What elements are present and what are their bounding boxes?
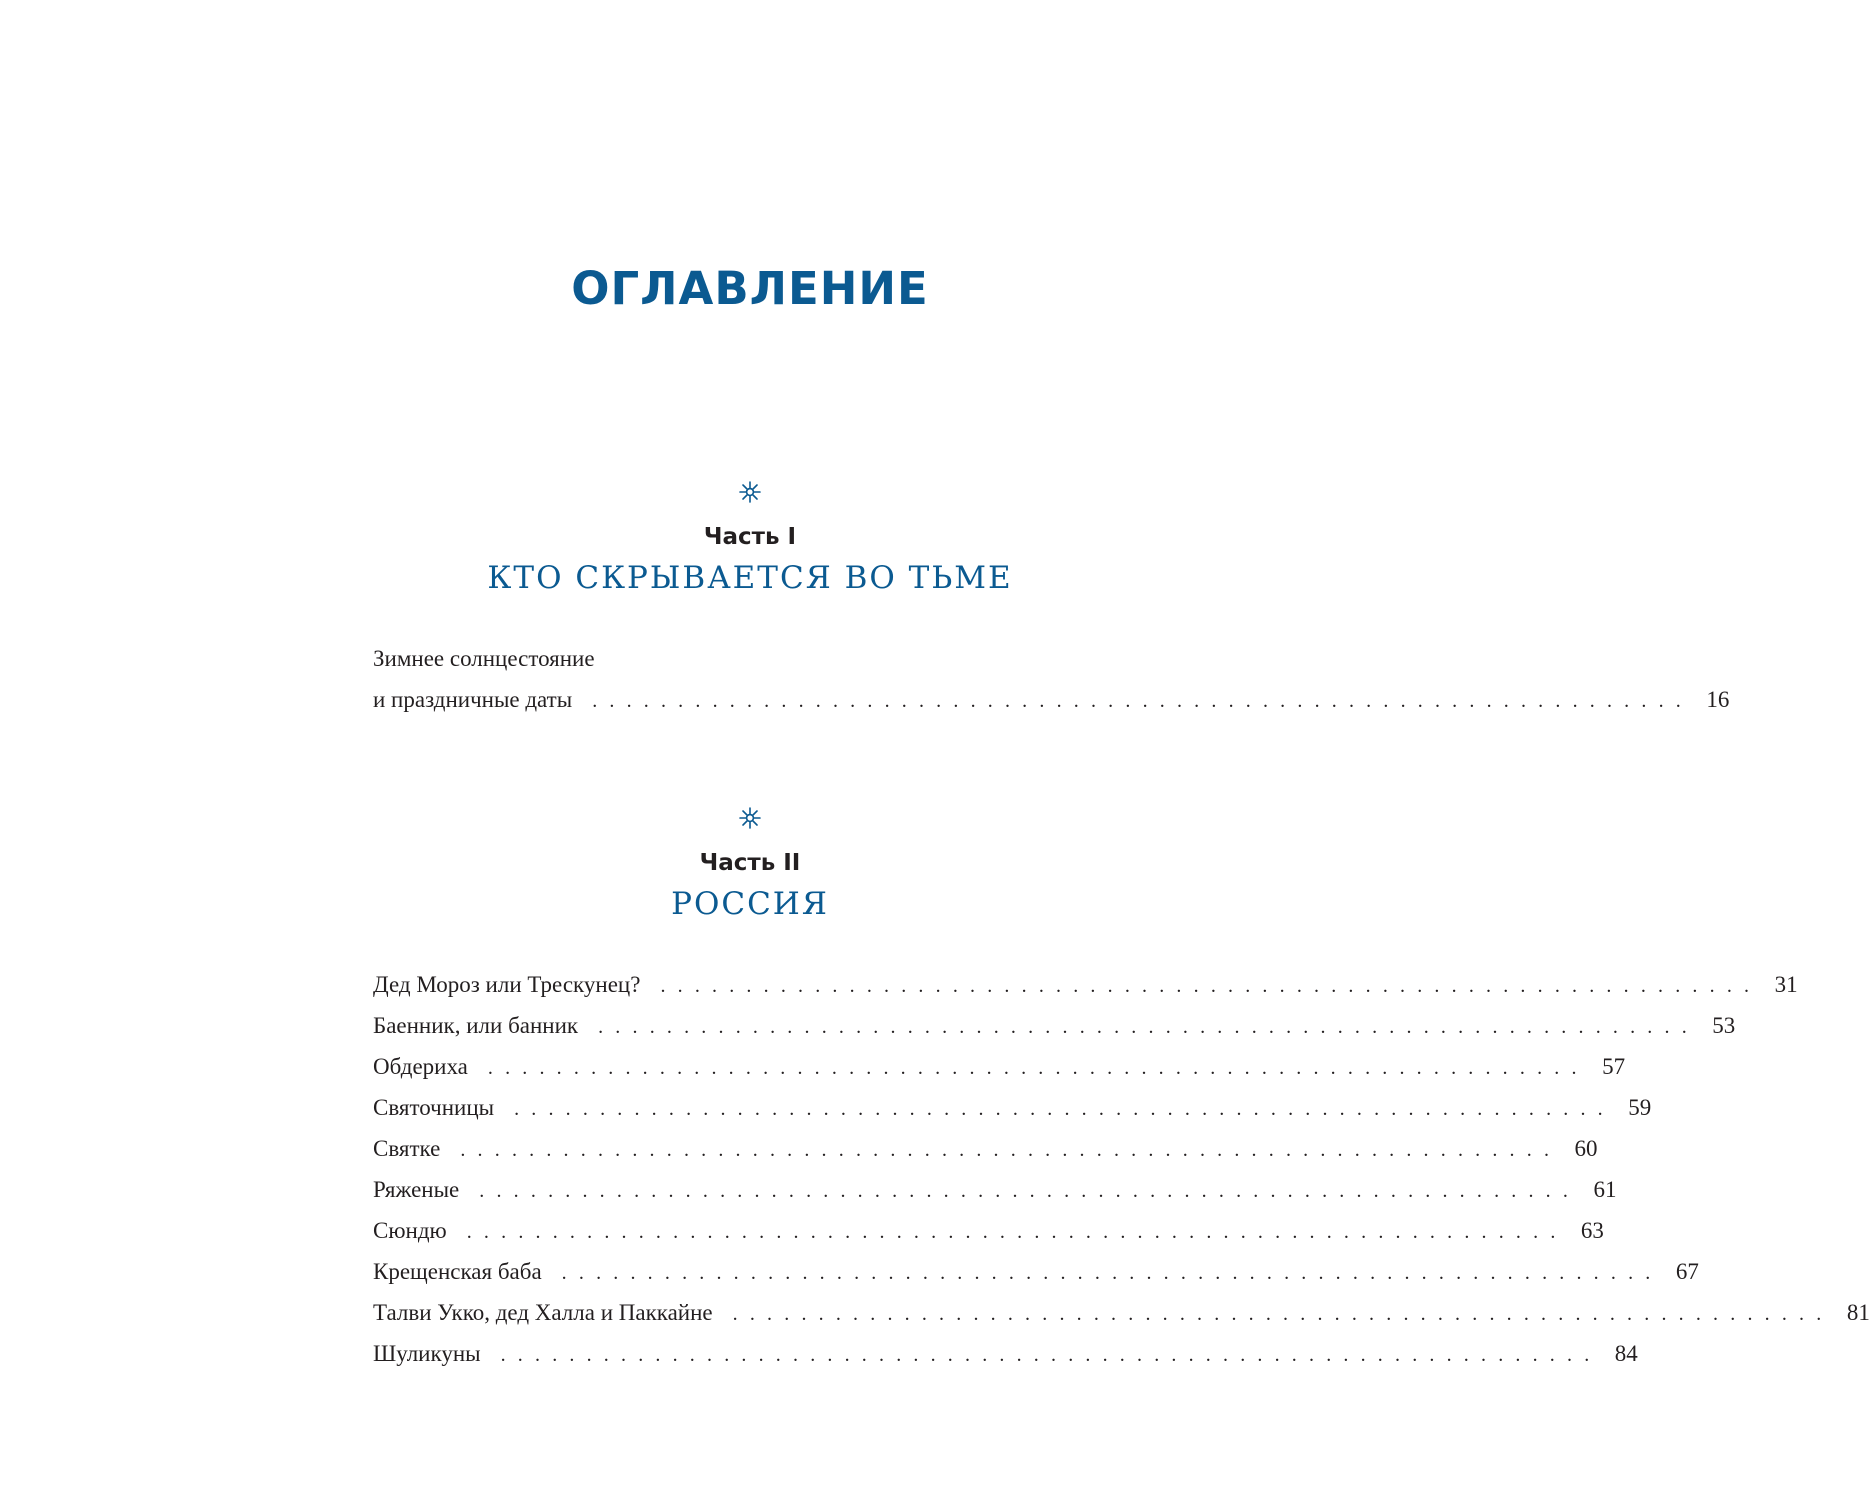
toc-entry-line1 xyxy=(373,638,1120,679)
toc-entry-text: Сюндю xyxy=(373,1218,447,1243)
page-number: 61 xyxy=(1593,1177,1617,1202)
toc-entry-text: Святочницы xyxy=(373,1095,495,1120)
dot-leader: . . . . . . . . . . . . . . . . . . . . . . . . . . . . . . . . . . . . . . . . . . . . . . . . . . . . . . . . . . . . . . . . xyxy=(500,1344,1593,1366)
dot-leader: . . . . . . . . . . . . . . . . . . . . . . . . . . . . . . . . . . . . . . . . . . . . . . . . . . . . . . . . . . . . . . . . xyxy=(514,1098,1607,1120)
toc-entry[interactable] xyxy=(373,1169,1617,1210)
part-2-header xyxy=(0,804,1500,926)
snowflake-icon xyxy=(0,804,1500,832)
page-number: 81 xyxy=(1846,1300,1870,1325)
toc-entry[interactable] xyxy=(373,1087,1652,1128)
toc-entry[interactable] xyxy=(373,1210,1604,1251)
toc-entry-text: Обдериха xyxy=(373,1054,468,1079)
toc-entry[interactable] xyxy=(373,1292,1870,1333)
page-title: ОГЛАВЛЕНИЕ xyxy=(571,262,929,315)
toc-entry[interactable] xyxy=(373,1128,1598,1169)
part-1-entries xyxy=(373,638,1730,720)
toc-entry[interactable] xyxy=(373,1251,1699,1292)
toc-entry[interactable] xyxy=(373,1046,1626,1087)
snowflake-icon xyxy=(0,478,1500,506)
page-number: 31 xyxy=(1774,972,1798,997)
dot-leader: . . . . . . . . . . . . . . . . . . . . . . . . . . . . . . . . . . . . . . . . . . . . . . . . . . . . . . . . . . . . . . . . xyxy=(487,1057,1581,1079)
toc-entry[interactable] xyxy=(373,1005,1736,1046)
toc-entry-text: Ряженые xyxy=(373,1177,460,1202)
page-number: 59 xyxy=(1628,1095,1652,1120)
dot-leader: . . . . . . . . . . . . . . . . . . . . . . . . . . . . . . . . . . . . . . . . . . . . . . . . . . . . . . . . . . . . . . . . xyxy=(561,1262,1654,1284)
part-1-header xyxy=(0,478,1500,600)
toc-entry[interactable] xyxy=(373,964,1798,1005)
toc-entry-text: Святке xyxy=(373,1136,441,1161)
page-number: 63 xyxy=(1580,1218,1604,1243)
toc-entry-text: Шуликуны xyxy=(373,1341,481,1366)
page-number: 84 xyxy=(1614,1341,1638,1366)
page-number: 53 xyxy=(1712,1013,1736,1038)
toc-entry-text: Дед Мороз или Трескунец? xyxy=(373,972,641,997)
part-title: РОССИЯ xyxy=(671,886,829,922)
part-label: Часть II xyxy=(699,850,801,876)
page-number: 60 xyxy=(1574,1136,1598,1161)
dot-leader: . . . . . . . . . . . . . . . . . . . . . . . . . . . . . . . . . . . . . . . . . . . . . . . . . . . . . . . . . . . . . . . . xyxy=(592,690,1685,712)
part-label: Часть I xyxy=(703,524,797,550)
toc-entry-text: Талви Укко, дед Халла и Паккайне xyxy=(373,1300,713,1325)
toc-entry-text: Зимнее солнцестояние xyxy=(373,646,595,671)
dot-leader: . . . . . . . . . . . . . . . . . . . . . . . . . . . . . . . . . . . . . . . . . . . . . . . . . . . . . . . . . . . . . . . . xyxy=(598,1016,1691,1038)
dot-leader: . . . . . . . . . . . . . . . . . . . . . . . . . . . . . . . . . . . . . . . . . . . . . . . . . . . . . . . . . . . . . . . . xyxy=(732,1303,1825,1325)
dot-leader: . . . . . . . . . . . . . . . . . . . . . . . . . . . . . . . . . . . . . . . . . . . . . . . . . . . . . . . . . . . . . . . . xyxy=(479,1180,1572,1202)
toc-entry[interactable] xyxy=(373,679,1730,720)
toc-entry-text: Баенник, или банник xyxy=(373,1013,579,1038)
page-number: 16 xyxy=(1706,687,1730,712)
toc-entry-text: и праздничные даты xyxy=(373,687,573,712)
part-title: КТО СКРЫВАЕТСЯ ВО ТЬМЕ xyxy=(487,560,1013,596)
toc-entry[interactable] xyxy=(373,1333,1638,1374)
page-number: 67 xyxy=(1675,1259,1699,1284)
dot-leader: . . . . . . . . . . . . . . . . . . . . . . . . . . . . . . . . . . . . . . . . . . . . . . . . . . . . . . . . . . . . . . . . xyxy=(460,1139,1553,1161)
toc-entry-text: Крещенская баба xyxy=(373,1259,542,1284)
page-number: 57 xyxy=(1602,1054,1626,1079)
dot-leader: . . . . . . . . . . . . . . . . . . . . . . . . . . . . . . . . . . . . . . . . . . . . . . . . . . . . . . . . . . . . . . . . xyxy=(466,1221,1559,1243)
part-2-entries xyxy=(373,964,1870,1374)
dot-leader: . . . . . . . . . . . . . . . . . . . . . . . . . . . . . . . . . . . . . . . . . . . . . . . . . . . . . . . . . . . . . . . . xyxy=(660,975,1753,997)
